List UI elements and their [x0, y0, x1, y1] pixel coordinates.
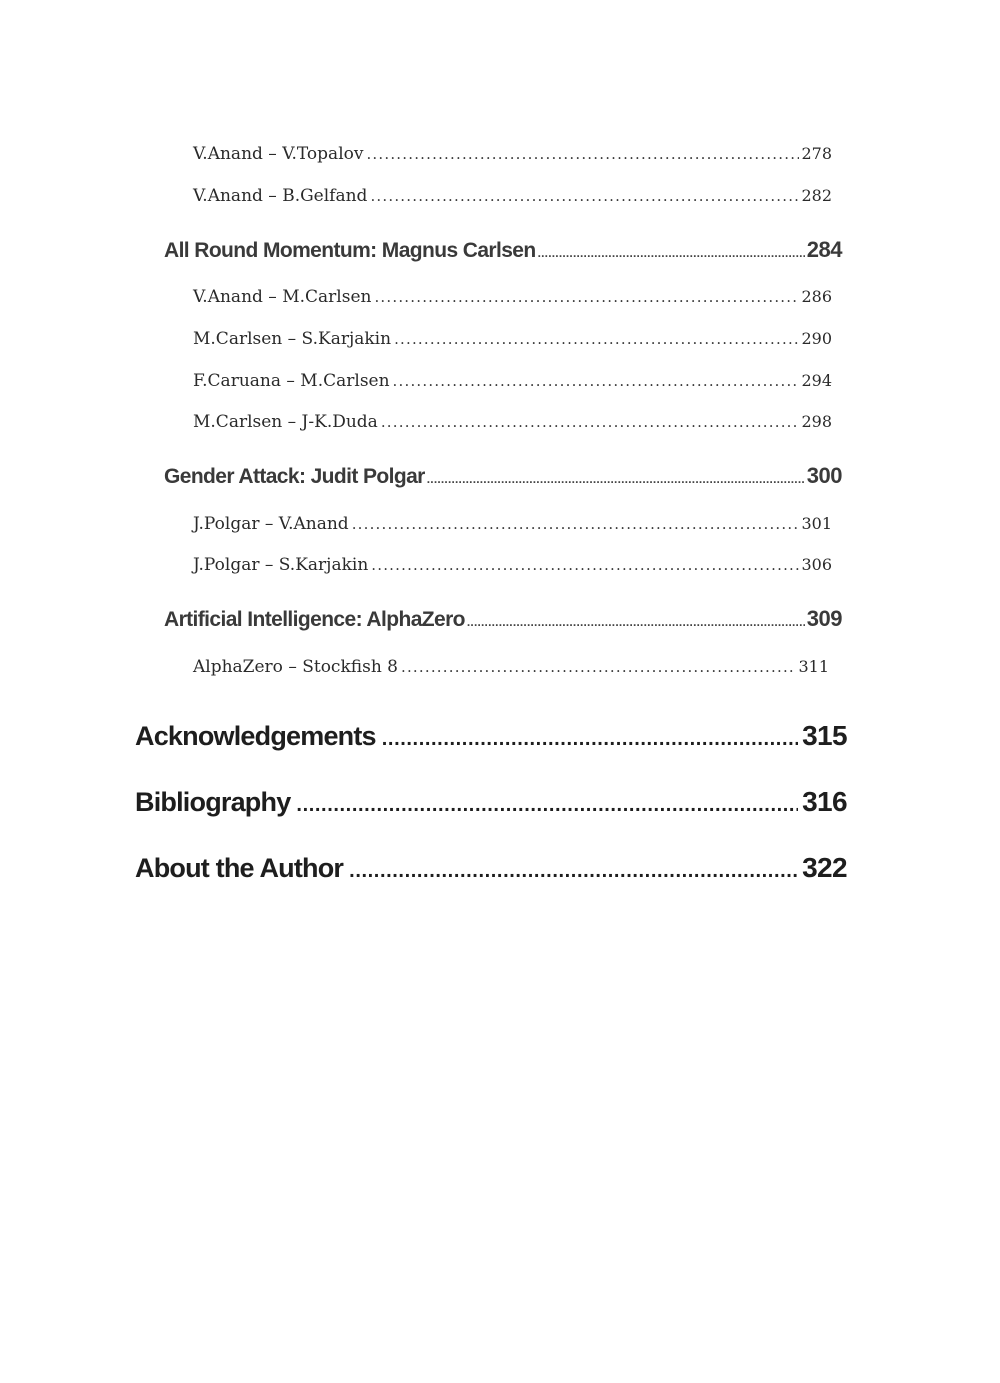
toc-entry-game[interactable] [193, 514, 832, 538]
page-number: 311 [798, 657, 829, 676]
page-number: 286 [801, 287, 832, 306]
dot-leader [536, 246, 805, 260]
section-title: All Round Momentum: Magnus Carlsen [164, 239, 536, 262]
toc-entry-game[interactable] [193, 412, 832, 436]
chapter-title: Bibliography [135, 787, 291, 817]
toc-entry-game[interactable] [193, 287, 832, 311]
dot-leader [390, 372, 800, 390]
toc-entry-game[interactable] [193, 555, 832, 579]
dot-leader [367, 187, 799, 205]
dot-leader [349, 515, 800, 533]
toc-entry-chapter[interactable] [135, 852, 847, 892]
dot-leader [398, 658, 796, 676]
entry-title: V.Anand – M.Carlsen [193, 287, 372, 307]
dot-leader [378, 413, 800, 431]
toc-entry-game[interactable] [193, 186, 832, 210]
dot-leader [363, 145, 799, 163]
chapter-title: About the Author [135, 853, 344, 883]
entry-title: J.Polgar – V.Anand [193, 514, 349, 534]
page-number: 322 [802, 852, 847, 883]
toc-entry-chapter[interactable] [135, 786, 847, 826]
entry-title: V.Anand – V.Topalov [193, 144, 364, 164]
page-number: 298 [801, 412, 832, 431]
toc-entry-game[interactable] [193, 657, 829, 681]
page-number: 284 [806, 237, 842, 262]
page-number: 290 [801, 329, 832, 348]
page-number: 278 [801, 144, 832, 163]
entry-title: F.Caruana – M.Carlsen [193, 371, 390, 391]
page-number: 301 [801, 514, 832, 533]
entry-title: M.Carlsen – J-K.Duda [193, 412, 378, 432]
entry-title: V.Anand – B.Gelfand [193, 186, 368, 206]
dot-leader [371, 288, 799, 306]
page-number: 309 [806, 606, 842, 631]
entry-title: M.Carlsen – S.Karjakin [193, 329, 392, 349]
chapter-title: Acknowledgements [135, 721, 376, 751]
toc-entry-game[interactable] [193, 371, 832, 395]
dot-leader [343, 860, 798, 883]
entry-title: J.Polgar – S.Karjakin [193, 555, 369, 575]
section-title: Artificial Intelligence: AlphaZero [164, 608, 465, 631]
page-number: 282 [801, 186, 832, 205]
page-number: 315 [802, 720, 847, 751]
toc-entry-game[interactable] [193, 329, 832, 353]
dot-leader [391, 330, 799, 348]
page-number: 306 [801, 555, 832, 574]
toc-entry-section[interactable] [164, 463, 842, 493]
toc-entry-section[interactable] [164, 237, 842, 267]
toc-entry-chapter[interactable] [135, 720, 847, 760]
dot-leader [290, 794, 798, 817]
page-number: 300 [806, 463, 842, 488]
entry-title: AlphaZero – Stockfish 8 [193, 657, 398, 677]
dot-leader [376, 728, 798, 751]
section-title: Gender Attack: Judit Polgar [164, 465, 425, 488]
page-number: 316 [802, 786, 847, 817]
page-number: 294 [801, 371, 832, 390]
toc-entry-section[interactable] [164, 606, 842, 636]
dot-leader [368, 556, 799, 574]
dot-leader [425, 472, 805, 486]
dot-leader [465, 615, 805, 629]
toc-entry-game[interactable] [193, 144, 832, 168]
